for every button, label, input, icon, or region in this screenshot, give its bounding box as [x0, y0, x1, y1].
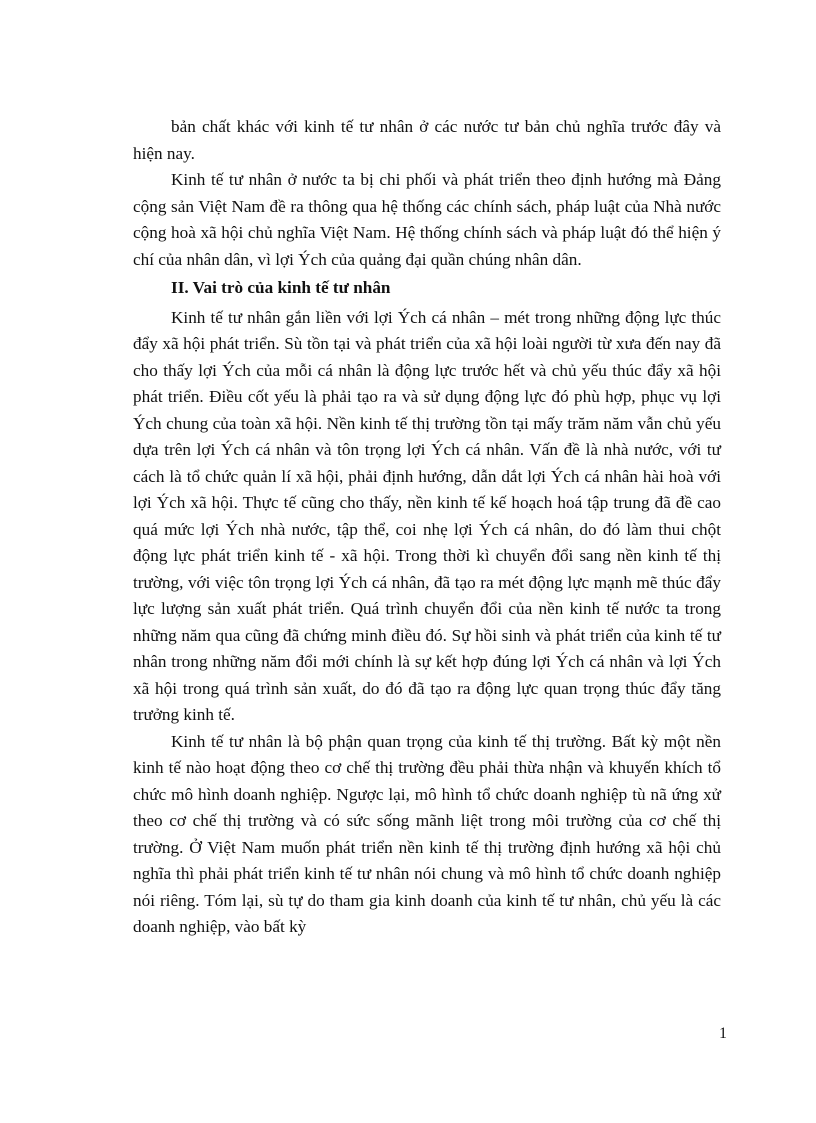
paragraph-individual-interest: Kinh tế tư nhân gắn liền với lợi Ých cá nhân – mét trong những động lực thúc đẩy xã hội phát triển. Sù tồn tại và phát triển của xã hội loài người từ xưa đến nay đã cho thấy lợi Ých của mỗi cá nhân là động lực trước hết và chủ yếu thúc đẩy xã hội phát triển. Điều cốt yếu là phải tạo ra và sử dụng động lực đó phù hợp, phục vụ lợi Ých chung của toàn xã hội. Nền kinh tế thị trường tồn tại mấy trăm năm vẫn chủ yếu dựa trên lợi Ých cá nhân và tôn trọng lợi Ých cá nhân. Vấn đề là nhà nước, với tư cách là tổ chức quản lí xã hội, phải định hướng, dẫn dắt lợi Ých cá nhân hài hoà với lợi Ých xã hội. Thực tế cũng cho thấy, nền kinh tế kế hoạch hoá tập trung đã đề cao quá mức lợi Ých nhà nước, tập thể, coi nhẹ lợi Ých cá nhân, do đó làm thui chột động lực phát triển kinh tế - xã hội. Trong thời kì chuyển đổi sang nền kinh tế thị trường, với việc tôn trọng lợi Ých cá nhân, đã tạo ra mét động lực mạnh mẽ thúc đẩy lực lượng sản xuất phát triển. Quá trình chuyển đổi của nền kinh tế nước ta trong những năm qua cũng đã chứng minh điều đó. Sự hồi sinh và phát triển của kinh tế tư nhân trong những năm đổi mới chính là sự kết hợp đúng lợi Ých cá nhân và lợi Ých xã hội trong quá trình sản xuất, do đó đã tạo ra động lực quan trọng thúc đẩy tăng trưởng kinh tế.: [133, 307, 721, 724]
section-heading: II. Vai trò của kinh tế tư nhân: [171, 278, 391, 297]
paragraph-private-economy-orientation: Kinh tế tư nhân ở nước ta bị chi phối và phát triển theo định hướng mà Đảng cộng sản Việt Nam đề ra thông qua hệ thống các chính sách, pháp luật của Nhà nước cộng hoà xã hội chủ nghĩa Việt Nam. Hệ thống chính sách và pháp luật đó thể hiện ý chí của nhân dân, vì lợi Ých của quảng đại quần chúng nhân dân.: [133, 170, 721, 269]
paragraph-market-economy: Kinh tế tư nhân là bộ phận quan trọng của kinh tế thị trường. Bất kỳ một nền kinh tế nào hoạt động theo cơ chế thị trường đều phải thừa nhận và khuyến khích tổ chức mô hình doanh nghiệp. Ngược lại, mô hình tổ chức doanh nghiệp tù nã ứng xử theo cơ chế thị trường và có sức sống mãnh liệt trong môi trường của cơ chế thị trường. Ở Việt Nam muốn phát triển nền kinh tế thị trường định hướng xã hội chủ nghĩa thì phải phát triển kinh tế tư nhân nói chung và mô hình tổ chức doanh nghiệp nói riêng. Tóm lại, sù tự do tham gia kinh doanh của kinh tế tư nhân, chủ yếu là các doanh nghiệp, vào bất kỳ: [133, 731, 721, 936]
paragraph-continuation: bản chất khác với kinh tế tư nhân ở các nước tư bản chủ nghĩa trước đây và hiện nay.: [133, 117, 721, 163]
page-number: 1: [719, 1025, 727, 1042]
document-body: [133, 114, 721, 941]
